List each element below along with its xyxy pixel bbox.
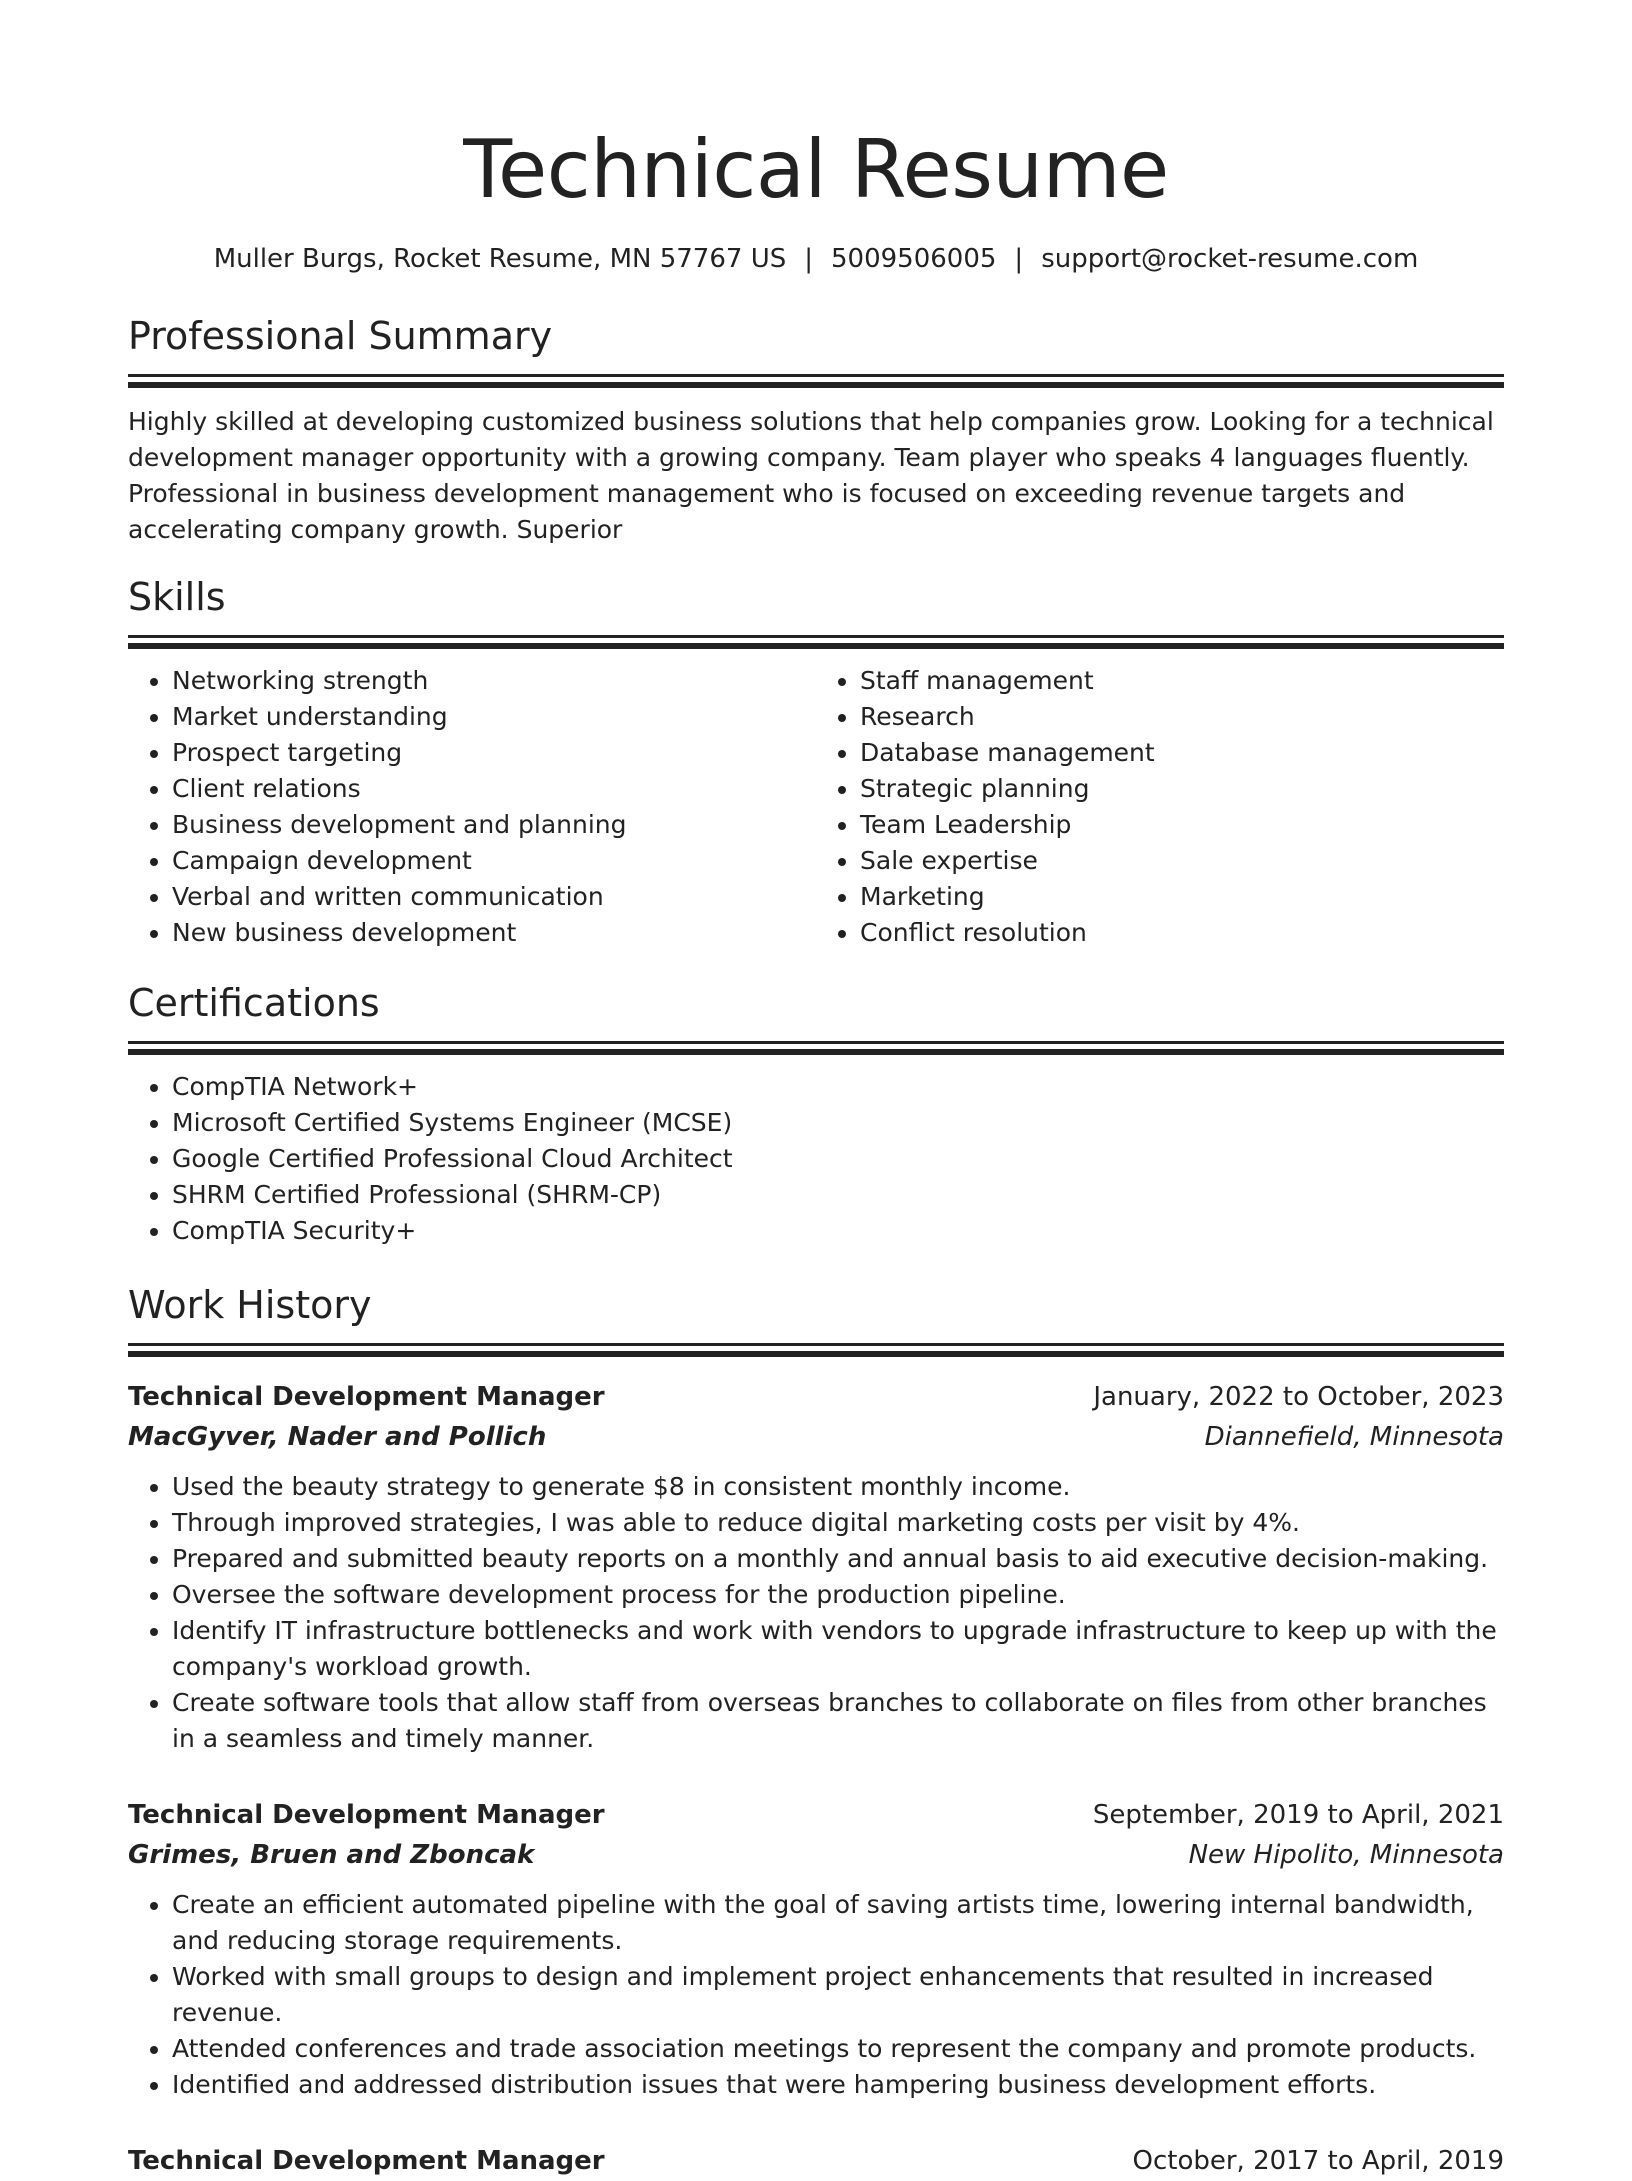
- section-divider-thick: [128, 382, 1504, 388]
- job-company: MacGyver, Nader and Pollich: [128, 1422, 547, 1452]
- job-bullets: [128, 1469, 1504, 1757]
- job-header-row: [128, 2141, 1504, 2181]
- section-divider: [128, 635, 1504, 638]
- job-company-row: [128, 1417, 1504, 1457]
- skills-list-right: [816, 663, 1504, 951]
- job-dates: October, 2017 to April, 2019: [1132, 2146, 1504, 2176]
- skills-list-left: [128, 663, 816, 951]
- work-history-section: [128, 1281, 1504, 2181]
- skills-heading: Skills: [128, 575, 226, 619]
- skill-item: • Networking strength: [172, 663, 816, 699]
- skills-grid: [128, 663, 1504, 951]
- certification-item: • Microsoft Certified Systems Engineer (MCSE): [172, 1105, 1504, 1141]
- contact-separator: |: [804, 244, 813, 274]
- skill-item: • New business development: [172, 915, 816, 951]
- job-bullet: • Used the beauty strategy to generate $8 in consistent monthly income.: [172, 1469, 1504, 1505]
- section-divider: [128, 1041, 1504, 1044]
- job-title: Technical Development Manager: [128, 1800, 605, 1830]
- contact-address: Muller Burgs, Rocket Resume, MN 57767 US: [213, 244, 787, 274]
- section-divider: [128, 1343, 1504, 1346]
- skill-item: • Database management: [860, 735, 1504, 771]
- job-title: Technical Development Manager: [128, 2146, 605, 2176]
- skill-item: • Marketing: [860, 879, 1504, 915]
- job-dates: September, 2019 to April, 2021: [1092, 1800, 1504, 1830]
- job-location: New Hipolito, Minnesota: [1188, 1840, 1504, 1870]
- skill-item: • Verbal and written communication: [172, 879, 816, 915]
- certification-item: • Google Certified Professional Cloud Architect: [172, 1141, 1504, 1177]
- contact-separator: |: [1014, 244, 1024, 274]
- resume-page: [128, 0, 1504, 2181]
- job-dates: January, 2022 to October, 2023: [1093, 1382, 1504, 1412]
- certifications-section: [128, 979, 1504, 1249]
- certifications-list: [128, 1069, 1504, 1249]
- job-title: Technical Development Manager: [128, 1382, 605, 1412]
- skill-item: • Campaign development: [172, 843, 816, 879]
- contact-line: [128, 242, 1504, 276]
- skill-item: • Sale expertise: [860, 843, 1504, 879]
- job-company-row: [128, 1835, 1504, 1875]
- job-entry: [128, 1377, 1504, 1757]
- skill-item: • Strategic planning: [860, 771, 1504, 807]
- skill-item: • Research: [860, 699, 1504, 735]
- job-header-row: [128, 1795, 1504, 1835]
- section-divider-thick: [128, 1049, 1504, 1055]
- job-header-row: [128, 1377, 1504, 1417]
- job-entry: [128, 2141, 1504, 2181]
- certification-item: • SHRM Certified Professional (SHRM-CP): [172, 1177, 1504, 1213]
- certification-item: • CompTIA Security+: [172, 1213, 1504, 1249]
- job-bullet: • Prepared and submitted beauty reports on a monthly and annual basis to aid executive decision-making.: [172, 1541, 1504, 1577]
- resume-title: Technical Resume: [463, 123, 1169, 216]
- skill-item: • Business development and planning: [172, 807, 816, 843]
- skill-item: • Market understanding: [172, 699, 816, 735]
- work-history-heading: Work History: [128, 1283, 372, 1327]
- certifications-heading: Certifications: [128, 981, 380, 1025]
- section-divider-thick: [128, 643, 1504, 649]
- skill-item: • Staff management: [860, 663, 1504, 699]
- skill-item: • Prospect targeting: [172, 735, 816, 771]
- contact-phone: 5009506005: [831, 244, 997, 274]
- job-bullet: • Oversee the software development process for the production pipeline.: [172, 1577, 1504, 1613]
- skill-item: • Team Leadership: [860, 807, 1504, 843]
- job-location: Diannefield, Minnesota: [1204, 1422, 1504, 1452]
- summary-heading: Professional Summary: [128, 314, 553, 358]
- skills-section: [128, 573, 1504, 951]
- section-divider-thick: [128, 1351, 1504, 1357]
- job-bullet: • Identified and addressed distribution issues that were hampering business development efforts.: [172, 2067, 1504, 2103]
- summary-text: Highly skilled at developing customized business solutions that help companies grow. Looking for a technical development manager opportunity with a growing company. Team player who speaks 4 languages fluently. Professional in business development management who is focused on exceeding revenue targets and accelerating company growth. Superior: [128, 407, 1494, 544]
- summary-section: [128, 312, 1504, 548]
- skill-item: • Client relations: [172, 771, 816, 807]
- job-bullet: • Create software tools that allow staff from overseas branches to collaborate on files from other branches in a seamless and timely manner.: [172, 1685, 1504, 1757]
- job-bullet: • Attended conferences and trade association meetings to represent the company and promote products.: [172, 2031, 1504, 2067]
- job-bullet: • Create an efficient automated pipeline with the goal of saving artists time, lowering internal bandwidth, and reducing storage requirements.: [172, 1887, 1504, 1959]
- job-bullet: • Worked with small groups to design and implement project enhancements that resulted in increased revenue.: [172, 1959, 1504, 2031]
- certification-item: • CompTIA Network+: [172, 1069, 1504, 1105]
- job-company: Grimes, Bruen and Zboncak: [128, 1840, 535, 1870]
- job-bullet: • Through improved strategies, I was able to reduce digital marketing costs per visit by 4%.: [172, 1505, 1504, 1541]
- job-bullets: [128, 1887, 1504, 2103]
- skill-item: • Conflict resolution: [860, 915, 1504, 951]
- job-bullet: • Identify IT infrastructure bottlenecks and work with vendors to upgrade infrastructure to keep up with the company's workload growth.: [172, 1613, 1504, 1685]
- contact-email: support@rocket-resume.com: [1041, 244, 1419, 274]
- section-divider: [128, 374, 1504, 377]
- job-entry: [128, 1795, 1504, 2103]
